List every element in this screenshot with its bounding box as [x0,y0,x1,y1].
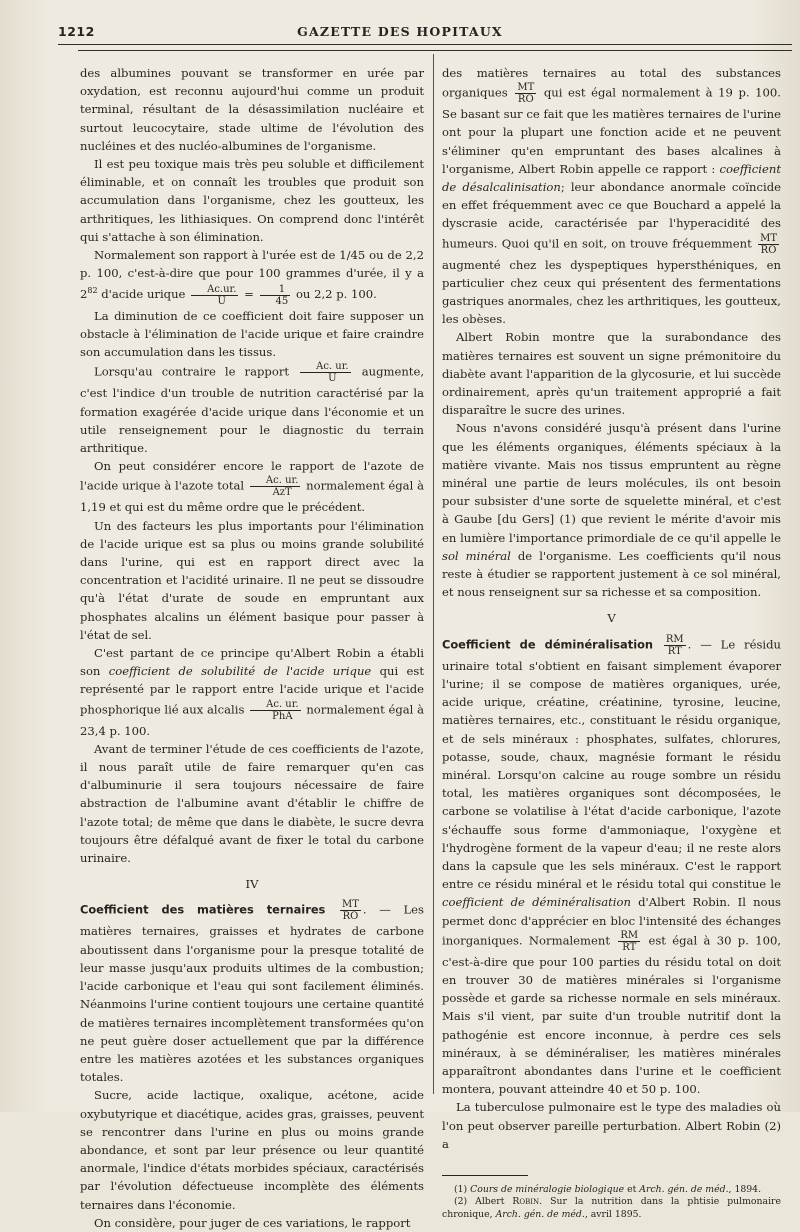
emphasis: coefficient de solubilité de l'acide urique [108,664,372,679]
fraction [758,233,779,256]
paragraph [442,419,781,601]
fraction-numerator: Ac.ur. [191,284,238,296]
emphasis: coefficient de déminéralisation [442,895,631,910]
fraction-numerator: Ac. ur. [300,361,350,373]
column-divider [433,54,434,1094]
text: On peut considérer encore le rapport de l'azote de l'acide urique à l'azote total [80,459,424,493]
text: qui est égal normalement à 19 p. 100. Se basant sur ce fait que les matières ternaires de l'urine ont pour la plupart une fonction acide et ne peuvent s'éliminer qu'en empruntant des bases alcalines à l'organisme, Albert Robin appelle ce rapport : [442,85,781,176]
text: . Sur la nutrition dans la phtisie pulmonaire chronique, [442,1196,781,1220]
paragraph [80,361,424,457]
fraction-denominator: 45 [275,295,289,307]
paragraph: Un des facteurs les plus importants pour l'élimination de l'acide urique est sa plus ou moins grande solubilité dans l'urine, qui est en rapport direct avec la concentration et l'acidité urinaire. Il ne peut se dissoudre qu'à l'état d'urate de soude en empruntant aux phosphates alcalins un élément basique pour passer à l'état de sel. [80,518,424,642]
text: normalement égal à 23,4 p. 100. [80,702,425,738]
section-heading-paragraph [442,634,781,1099]
fraction [515,82,536,105]
fraction [250,475,300,498]
fraction-numerator: MT [342,899,359,911]
text: est égal à 30 p. 100, c'est-à-dire que pour 100 parties du résidu total on doit en trouver 30 de matières minérales si l'organisme possède et garde sa richesse normale en sels minéraux. Mais s'il vient, par suite d'un trouble nutritif dont la pathogénie est encore inconnue, à perdre ces sels minéraux, à se déminéraliser, les matières minérales apparaîtront abondantes dans l'urine et le coefficient montera, pouvant atteindre 40 et 50 p. 100. [442,933,782,1097]
section-heading: Coefficient des matières ternaires [80,902,326,917]
fraction-denominator: RO [760,244,777,256]
footnote-1 [442,1184,781,1197]
text: ou 2,2 p. 100. [295,287,377,302]
fraction [618,930,640,953]
paragraph: des albumines pouvant se transformer en urée par oxydation, est reconnu aujourd'hui comme un produit terminal, résultant de la désassimilation nucléaire et surtout leucocytaire, stade ultime de l'évolution des nucléines et des nucléo-albumines de l'organisme. [80,66,424,153]
text: Normalement son rapport à l'urée est de 1/45 ou de 2,2 p. 100, c'est-à-dire que pour 100 grammes d'urée, il y a 2 [80,248,424,302]
paragraph: Albert Robin montre que la surabondance des matières ternaires est souvent un signe prémonitoire du diabète avant l'apparition de la glycosurie, et lui succède ordinairement, après qu'un traitement approprié a fait disparaître le sucre des urines. [442,330,781,418]
paragraph [80,644,424,740]
author-name: Robin [512,1196,540,1208]
fraction-numerator: RM [620,929,639,941]
text: qui est représenté par le rapport entre l'acide urique et l'acide phosphorique lié aux alcalis [80,664,424,717]
fraction [340,899,361,922]
fraction-denominator: RO [342,911,359,923]
equals-sign: = [244,287,254,302]
paragraph: Avant de terminer l'étude de ces coefficients de l'azote, il nous paraît utile de faire remarquer qu'en cas d'albuminurie il sera toujours nécessaire de faire abstraction de l'albumine avant d'établir le chiffre de l'azote total; de même que dans le diabète, le sucre devra toujours être défalqué avant de fixer le total du carbone urinaire. [80,741,424,866]
paragraph [80,457,424,516]
fraction [250,699,300,722]
text: de l'organisme. Les coefficients qu'il nous reste à étudier se rapportent justement à ce sol minéral, et nous renseignent sur sa richesse et sa composition. [442,548,781,600]
running-title: GAZETTE DES HOPITAUX [297,24,503,39]
footnote-2 [442,1196,781,1221]
text: squelette [624,494,679,509]
text: (1) [454,1183,468,1195]
fraction-denominator: RT [667,645,682,657]
page-number: 1212 [58,24,95,39]
emphasis: coefficient de désalcalinisation [442,161,781,195]
fraction-denominator: PhA [272,710,293,722]
text: , 1894. [728,1183,762,1195]
left-column [80,64,424,1232]
paragraph: Sucre, acide lactique, oxalique, acétone, acide oxybutyrique et diacétique, acides gras, graisses, peuvent se rencontrer dans l'urine en plus ou moins grande abondance, et sont par leur présence ou leur quantité anormale, l'indice d'états morbides spéciaux, caractérisés par l'évolution défectueuse incomplète des éléments ternaires dans l'économie. [80,1088,424,1212]
text: augmente, c'est l'indice d'un trouble de nutrition caractérisé par la formation exagérée d'acide urique dans l'économie et un utile renseignement pour le diagnostic du terrain arthritique. [80,364,425,456]
fraction [300,361,350,384]
text: et [627,1183,637,1195]
text: augmenté chez les dyspeptiques hypersthéniques, en particulier chez ceux qui présentent des fermentations gastriques anormales, chez les arthritiques, les goutteux, les obèses. [442,257,781,327]
section-heading: Coefficient de déminéralisation [442,637,654,652]
text: ; leur abondance anormale coïncide en effet fréquemment avec ce que Bouchard a appelé la dyscrasie acide, caractérisée par l'hyperacidité des humeurs. Quoi qu'il en soit, on trouve fréquemment [442,180,781,251]
fraction-numerator: MT [760,232,777,244]
superscript: 82 [87,286,98,296]
fraction-denominator: RO [517,94,534,106]
text: minéral, et c'est à Gaube [du Gers] (1) que revient le mérite d'avoir mis en lumière l'importance primordiale de ce qu'il appelle le [442,494,782,545]
header-rule-thin [78,50,792,51]
text: d'Albert Robin. Il nous permet donc d'apprécier en bloc l'intensité des échanges inorganiques. Normalement [442,895,781,948]
fraction [191,284,238,307]
paragraph: La tuberculose pulmonaire est le type des maladies où l'on peut observer pareille perturbation. Albert Robin (2) a [442,1100,781,1151]
text: normalement égal à 1,19 et qui est du même ordre que le précédent. [80,478,424,515]
text: Nous n'avons considéré jusqu'à présent dans l'urine que les éléments organiques, éléments spéciaux à la matière vivante. Mais nos tissus empruntent au règne minéral une partie de leurs molécules, ils ont besoin pour subsister d'une sorte de [442,421,781,509]
paragraph [80,246,424,307]
paragraph: La diminution de ce coefficient doit faire supposer un obstacle à l'élimination de l'acide urique et faire craindre son accumulation dans les tissus. [80,308,424,360]
header-rule-thick [58,44,792,45]
footnote-rule [442,1175,528,1176]
fraction [664,634,686,657]
text: des matières ternaires au total des substances organiques [442,66,781,100]
emphasis: sol minéral [442,548,511,563]
paragraph: Il est peu toxique mais très peu soluble et difficilement éliminable, et on connaît les troubles que produit son accumulation dans l'organisme, chez les goutteux, les arthritiques, les lithiasiques. On comprend donc l'intérêt qui s'attache à son élimination. [80,157,424,244]
text: . — Les matières ternaires, graisses et hydrates de carbone aboutissent dans l'organisme pour la presque totalité de leur masse jusqu'aux produits ultimes de la combustion; l'acide carbonique et l'eau qui sont facilement éliminés. Néanmoins l'urine contient toujours une certaine quantité de matières ternaires incomplètement transformées qu'on ne peut guère doser actuellement que par la différence entre les matières azotées et les substances organiques totales. [80,902,424,1085]
emphasis: Arch. gén. de méd. [495,1208,585,1220]
text: C'est partant de ce principe qu'Albert Robin a établi son [80,646,424,679]
text: . — Le résidu urinaire total s'obtient en faisant simplement évaporer l'urine; il se compose de matières organiques, urée, acide urique, créatine, créatinine, tyrosine, leucine, matières ternaires, etc., constituant le résidu organique, et de sels minéraux : phosphates, sulfates, chlorures, potasse, soude, chaux, magnésie formant le résidu minéral. Lorsqu'on calcine au rouge sombre un résidu total, les matières organiques sont décomposées, le carbone se volatilise à l'état d'acide carbonique, l'azote s'échauffe sous forme d'ammoniaque, l'oxygène et l'hydrogène forment de la vapeur d'eau; il ne reste alors dans la capsule que les sels minéraux. C'est le rapport entre ce résidu minéral et le résidu total qui constitue le [442,637,781,892]
fraction-denominator: U [328,373,337,385]
text: Lorsqu'au contraire le rapport [94,364,290,379]
text: (2) Albert [454,1196,505,1208]
fraction-numerator: MT [517,82,535,94]
fraction-numerator: 1 [260,284,291,296]
section-number: V [607,611,616,626]
emphasis: Arch. gén. de méd. [639,1183,729,1195]
fraction-numerator: Ac. ur. [250,699,300,711]
fraction-denominator: U [217,295,226,307]
paragraph [442,64,781,328]
emphasis: Cours de minéralogie biologique [470,1183,625,1195]
section-heading-paragraph [80,899,424,1086]
text: , avril 1895. [584,1208,642,1220]
right-column [442,64,781,1221]
fraction-numerator: Ac. ur. [250,475,300,487]
fraction-denominator: RT [622,941,637,953]
paragraph: On considère, pour juger de ces variations, le rapport [94,1215,411,1230]
fraction-numerator: RM [665,633,684,645]
fraction-denominator: AzT [272,487,292,499]
fraction [260,284,291,307]
section-number: IV [245,877,259,892]
text: d'acide urique [97,287,186,302]
